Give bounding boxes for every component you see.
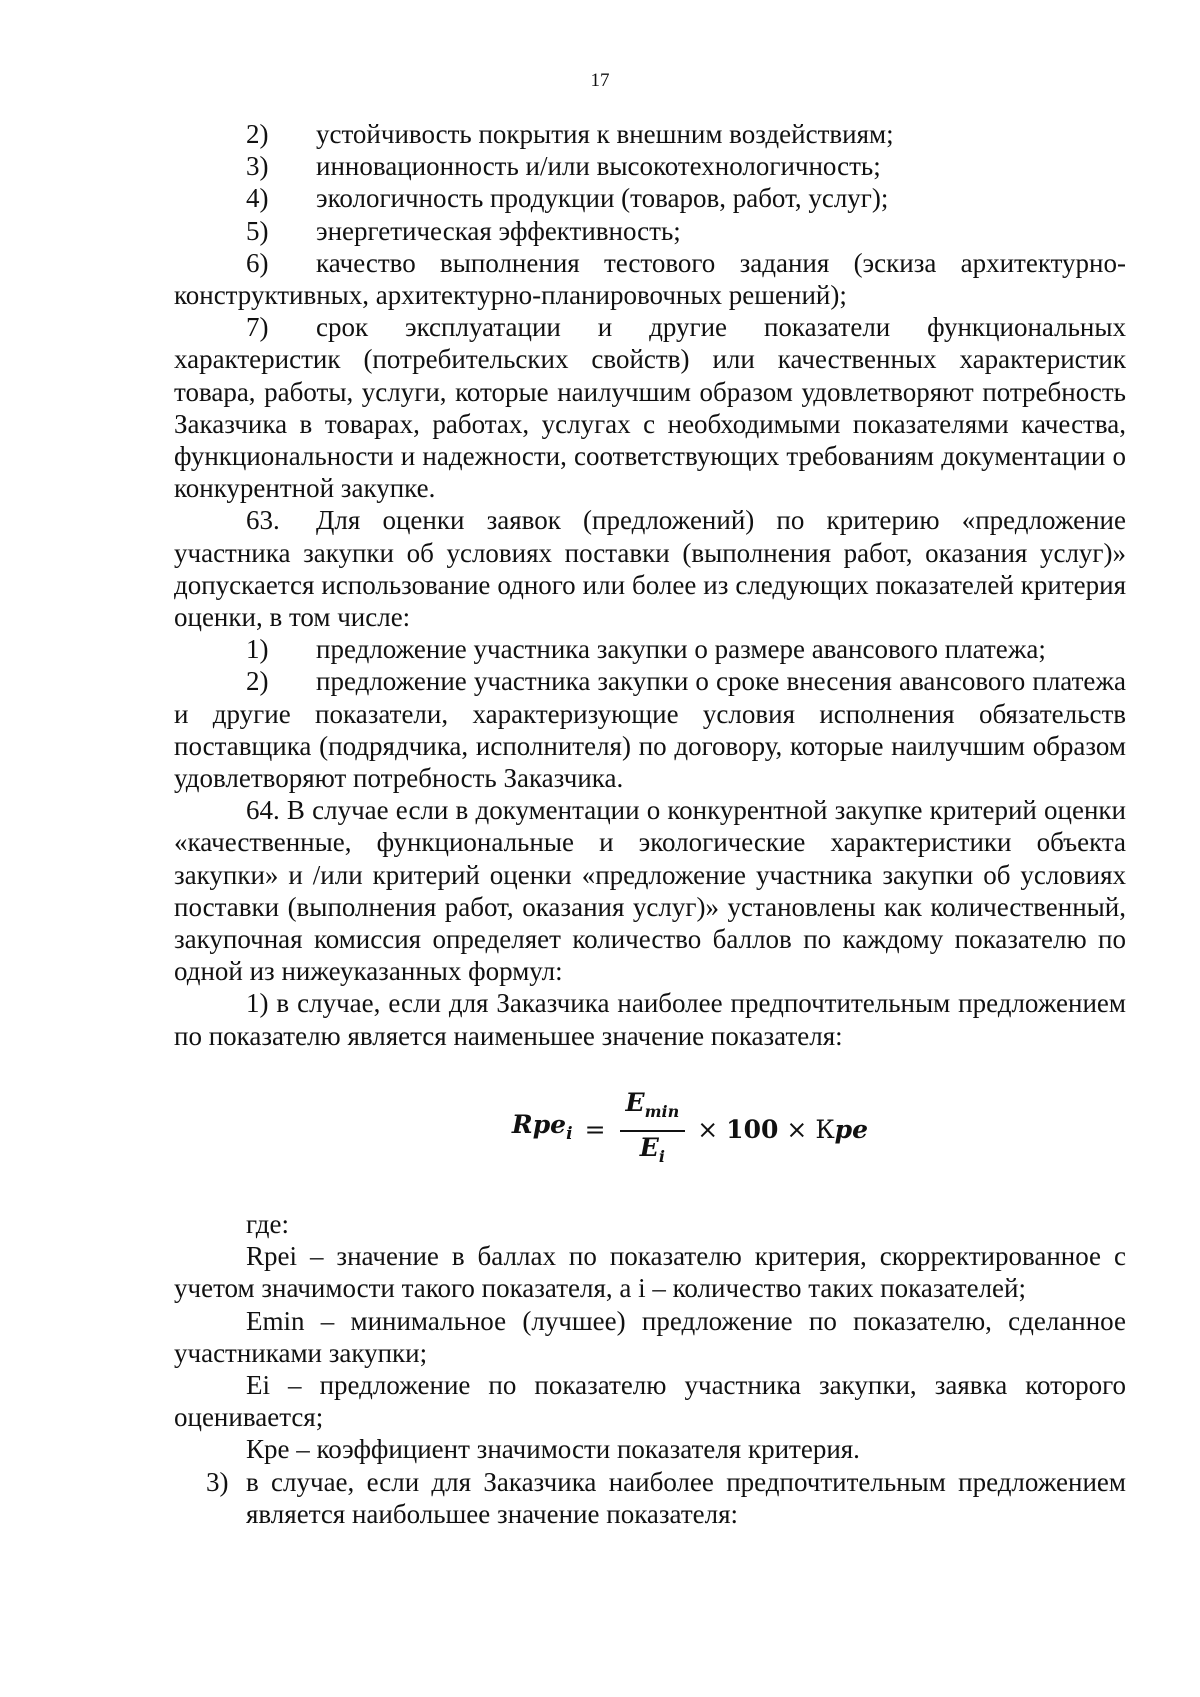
fraction-denominator: $E_i$	[639, 1132, 665, 1166]
score-formula	[254, 1087, 1126, 1170]
list-item-number: 4)	[246, 183, 269, 214]
definition-item: Rpei – значение в баллах по показателю критерия, скорректированное с учетом значимости такого показателя, а i – количество таких показателей;	[174, 1241, 1126, 1304]
list-item-number: 2)	[246, 666, 269, 697]
definition-item: Emin – минимальное (лучшее) предложение по показателю, сделанное участниками закупки;	[174, 1305, 1126, 1368]
formula-fraction	[620, 1087, 686, 1173]
list-item-text: устойчивость покрытия к внешним воздействиям;	[316, 119, 894, 149]
list-item-text: срок эксплуатации и другие показатели функциональных характеристик (потребительских свойств) или качественных характеристик товара, работы, услуги, которые наилучшим образом удовлетворяют потребность Заказчика в товарах, работах, услугах с необходимыми показателями качества, функциональности и надежности, соответствующих требованиям документации о конкурентной закупке.	[174, 312, 1126, 504]
list-item	[174, 182, 1126, 214]
list-item-number: 3)	[206, 1466, 229, 1497]
list-item-text: качество выполнения тестового задания (эскиза архитектурно-конструктивных, архитектурно-планировочных решений);	[174, 247, 1126, 311]
list-item-number: 1)	[246, 634, 269, 665]
paragraph-text: Для оценки заявок (предложений) по критерию «предложение участника закупки об условиях поставки (выполнения работ, оказания услуг)» допускается использование одного или более из следующих показателей критерия оценки, в том числе:	[174, 505, 1126, 633]
list-item-number: 3)	[246, 151, 269, 182]
list-item-text: экологичность продукции (товаров, работ, услуг);	[316, 183, 889, 214]
list-item-number: 7)	[246, 312, 269, 343]
list-item-text: энергетическая эффективность;	[316, 215, 681, 246]
definition-item: Кре – коэффициент значимости показателя критерия.	[246, 1434, 860, 1465]
formula-times-2: ×	[786, 1114, 808, 1144]
paragraph-63	[174, 504, 1126, 633]
document-body	[174, 118, 1126, 1530]
case-3-paragraph	[174, 1466, 1126, 1530]
definition-item: Ei – предложение по показателю участника закупки, заявка которого оценивается;	[174, 1369, 1126, 1433]
formula-lhs: Rpe$_i$	[511, 1110, 573, 1145]
list-item-text: инновационность и/или высокотехнологичность;	[316, 151, 881, 182]
list-item	[174, 311, 1126, 504]
list-item	[174, 633, 1126, 665]
list-item-text: предложение участника закупки о размере авансового платежа;	[316, 634, 1046, 665]
case-1-paragraph: 1) в случае, если для Заказчика наиболее предпочтительным предложением по показателю является наименьшее значение показателя:	[174, 988, 1126, 1051]
formula-equals: =	[584, 1114, 606, 1144]
fraction-numerator: $E_{min}$	[620, 1087, 686, 1132]
page-number: 17	[590, 70, 610, 91]
list-item-text: в случае, если для Заказчика наиболее предпочтительным предложением является наибольшее значение показателя:	[246, 1466, 1126, 1529]
list-item-number: 5)	[246, 215, 269, 246]
list-item	[174, 118, 1126, 150]
formula-hundred: 100	[726, 1114, 779, 1144]
list-item	[174, 247, 1126, 311]
where-label: где:	[246, 1208, 289, 1239]
paragraph-64: 64. В случае если в документации о конкурентной закупке критерий оценки «качественные, функциональные и экологические характеристики объекта закупки» и /или критерий оценки «предложение участника закупки об условиях поставки (выполнения работ, оказания услуг)» установлены как количественный, закупочная комиссия определяет количество баллов по каждому показателю по одной из нижеуказанных формул:	[174, 795, 1126, 987]
formula-coefficient: Кpe	[815, 1114, 869, 1144]
list-item-number: 6)	[246, 247, 269, 278]
formula-times-1: ×	[697, 1114, 719, 1144]
list-item-number: 2)	[246, 119, 269, 149]
list-item-text: предложение участника закупки о сроке внесения авансового платежа и другие показатели, характеризующие условия исполнения обязательств поставщика (подрядчика, исполнителя) по договору, которые наилучшим образом удовлетворяют потребность Заказчика.	[174, 666, 1126, 794]
list-item	[174, 665, 1126, 794]
list-item	[174, 215, 1126, 247]
paragraph-number: 63.	[246, 505, 280, 536]
list-item	[174, 150, 1126, 182]
